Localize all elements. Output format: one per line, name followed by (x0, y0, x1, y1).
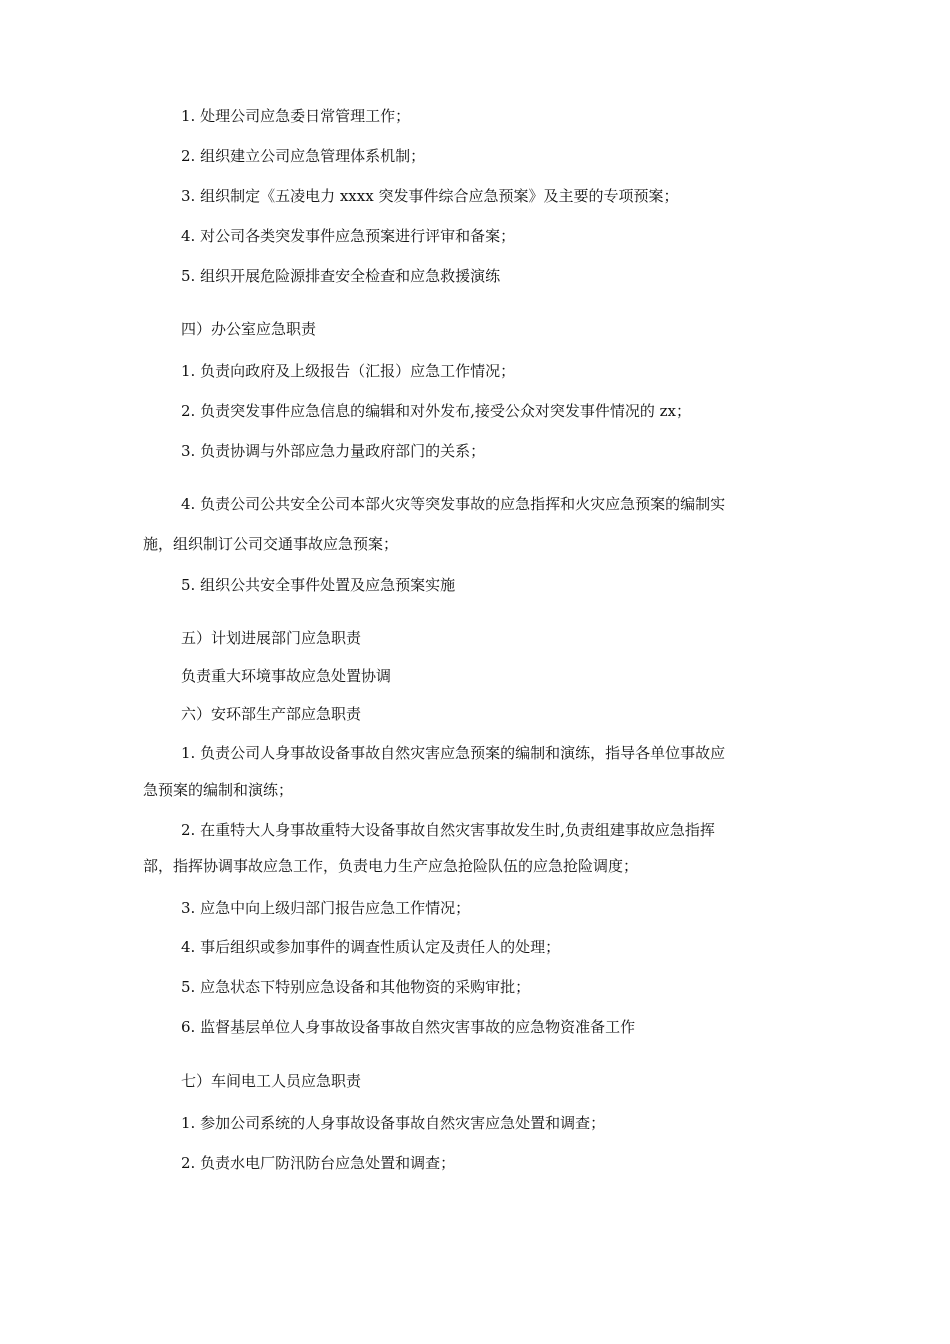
list-item: 1. 参加公司系统的人身事故设备事故自然灾害应急处置和调查； (181, 1114, 606, 1132)
list-item-continuation: 急预案的编制和演练； (143, 781, 294, 799)
list-item: 4. 事后组织或参加事件的调查性质认定及责任人的处理； (181, 938, 561, 956)
list-item: 2. 负责突发事件应急信息的编辑和对外发布,接受公众对突发事件情况的 zx； (181, 402, 691, 420)
list-item: 2. 组织建立公司应急管理体系机制； (181, 147, 426, 165)
section-heading: 六）安环部生产部应急职责 (181, 705, 362, 723)
list-item: 5. 应急状态下特别应急设备和其他物资的采购审批； (181, 978, 531, 996)
list-item: 2. 负责水电厂防汛防台应急处置和调查； (181, 1154, 456, 1172)
list-item: 1. 处理公司应急委日常管理工作； (181, 107, 411, 125)
list-item: 3. 应急中向上级归部门报告应急工作情况； (181, 899, 471, 917)
list-item: 4. 负责公司公共安全公司本部火灾等突发事故的应急指挥和火灾应急预案的编制实 (181, 495, 726, 513)
list-item: 5. 组织开展危险源排查安全检查和应急救援演练 (181, 267, 501, 285)
section-heading: 五）计划进展部门应急职责 (181, 629, 362, 647)
list-item: 4. 对公司各类突发事件应急预案进行评审和备案； (181, 227, 516, 245)
list-item: 3. 负责协调与外部应急力量政府部门的关系； (181, 442, 486, 460)
list-item: 1. 负责公司人身事故设备事故自然灾害应急预案的编制和演练，指导各单位事故应 (181, 744, 726, 762)
list-item: 5. 组织公共安全事件处置及应急预案实施 (181, 576, 456, 594)
list-item-continuation: 施，组织制订公司交通事故应急预案； (143, 535, 399, 553)
paragraph: 负责重大环境事故应急处置协调 (181, 667, 392, 685)
list-item-continuation: 部，指挥协调事故应急工作，负责电力生产应急抢险队伍的应急抢险调度； (143, 857, 639, 875)
list-item: 3. 组织制定《五凌电力 xxxx 突发事件综合应急预案》及主要的专项预案； (181, 187, 679, 205)
list-item: 1. 负责向政府及上级报告（汇报）应急工作情况； (181, 362, 516, 380)
list-item: 6. 监督基层单位人身事故设备事故自然灾害事故的应急物资准备工作 (181, 1018, 636, 1036)
list-item: 2. 在重特大人身事故重特大设备事故自然灾害事故发生时,负责组建事故应急指挥 (181, 821, 715, 839)
section-heading: 四）办公室应急职责 (181, 320, 317, 338)
section-heading: 七）车间电工人员应急职责 (181, 1072, 362, 1090)
